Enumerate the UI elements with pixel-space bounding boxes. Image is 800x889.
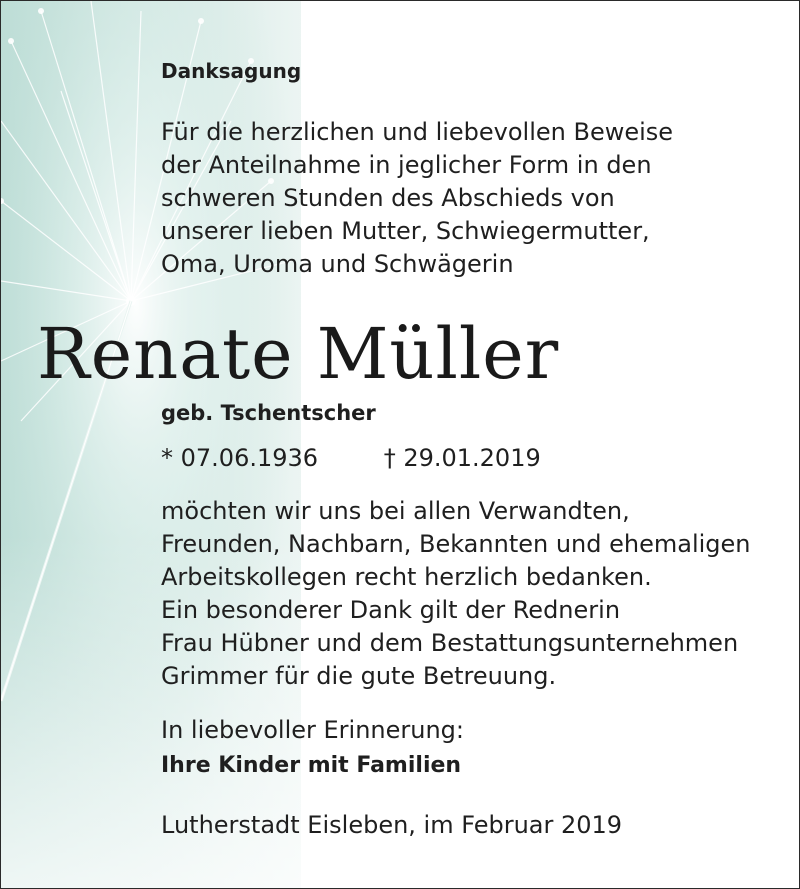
birth-name: geb. Tschentscher <box>161 401 376 425</box>
thanks-line: Frau Hübner und dem Bestattungsunternehmen <box>161 629 739 657</box>
closing-phrase: In liebevoller Erinnerung: <box>161 716 464 744</box>
death-date: † 29.01.2019 <box>383 444 541 472</box>
intro-line: unserer lieben Mutter, Schwiegermutter, <box>161 217 650 245</box>
deceased-name: Renate Müller <box>37 313 560 395</box>
intro-paragraph <box>161 116 673 281</box>
thanks-line: möchten wir uns bei allen Verwandten, <box>161 497 630 525</box>
intro-line: schweren Stunden des Abschieds von <box>161 184 615 212</box>
thanks-paragraph <box>161 495 751 693</box>
life-dates <box>161 442 541 475</box>
family-signature: Ihre Kinder mit Familien <box>161 753 462 778</box>
place-and-date: Lutherstadt Eisleben, im Februar 2019 <box>161 811 623 839</box>
thanks-line: Ein besonderer Dank gilt der Rednerin <box>161 596 621 624</box>
intro-line: der Anteilnahme in jeglicher Form in den <box>161 151 652 179</box>
intro-line: Oma, Uroma und Schwägerin <box>161 250 514 278</box>
intro-line: Für die herzlichen und liebevollen Beweise <box>161 118 674 146</box>
birth-date: * 07.06.1936 <box>161 444 319 472</box>
thanks-line: Freunden, Nachbarn, Bekannten und ehemaligen <box>161 530 751 558</box>
heading-danksagung: Danksagung <box>161 59 302 83</box>
thanks-line: Grimmer für die gute Betreuung. <box>161 662 557 690</box>
thanks-line: Arbeitskollegen recht herzlich bedanken. <box>161 563 652 591</box>
